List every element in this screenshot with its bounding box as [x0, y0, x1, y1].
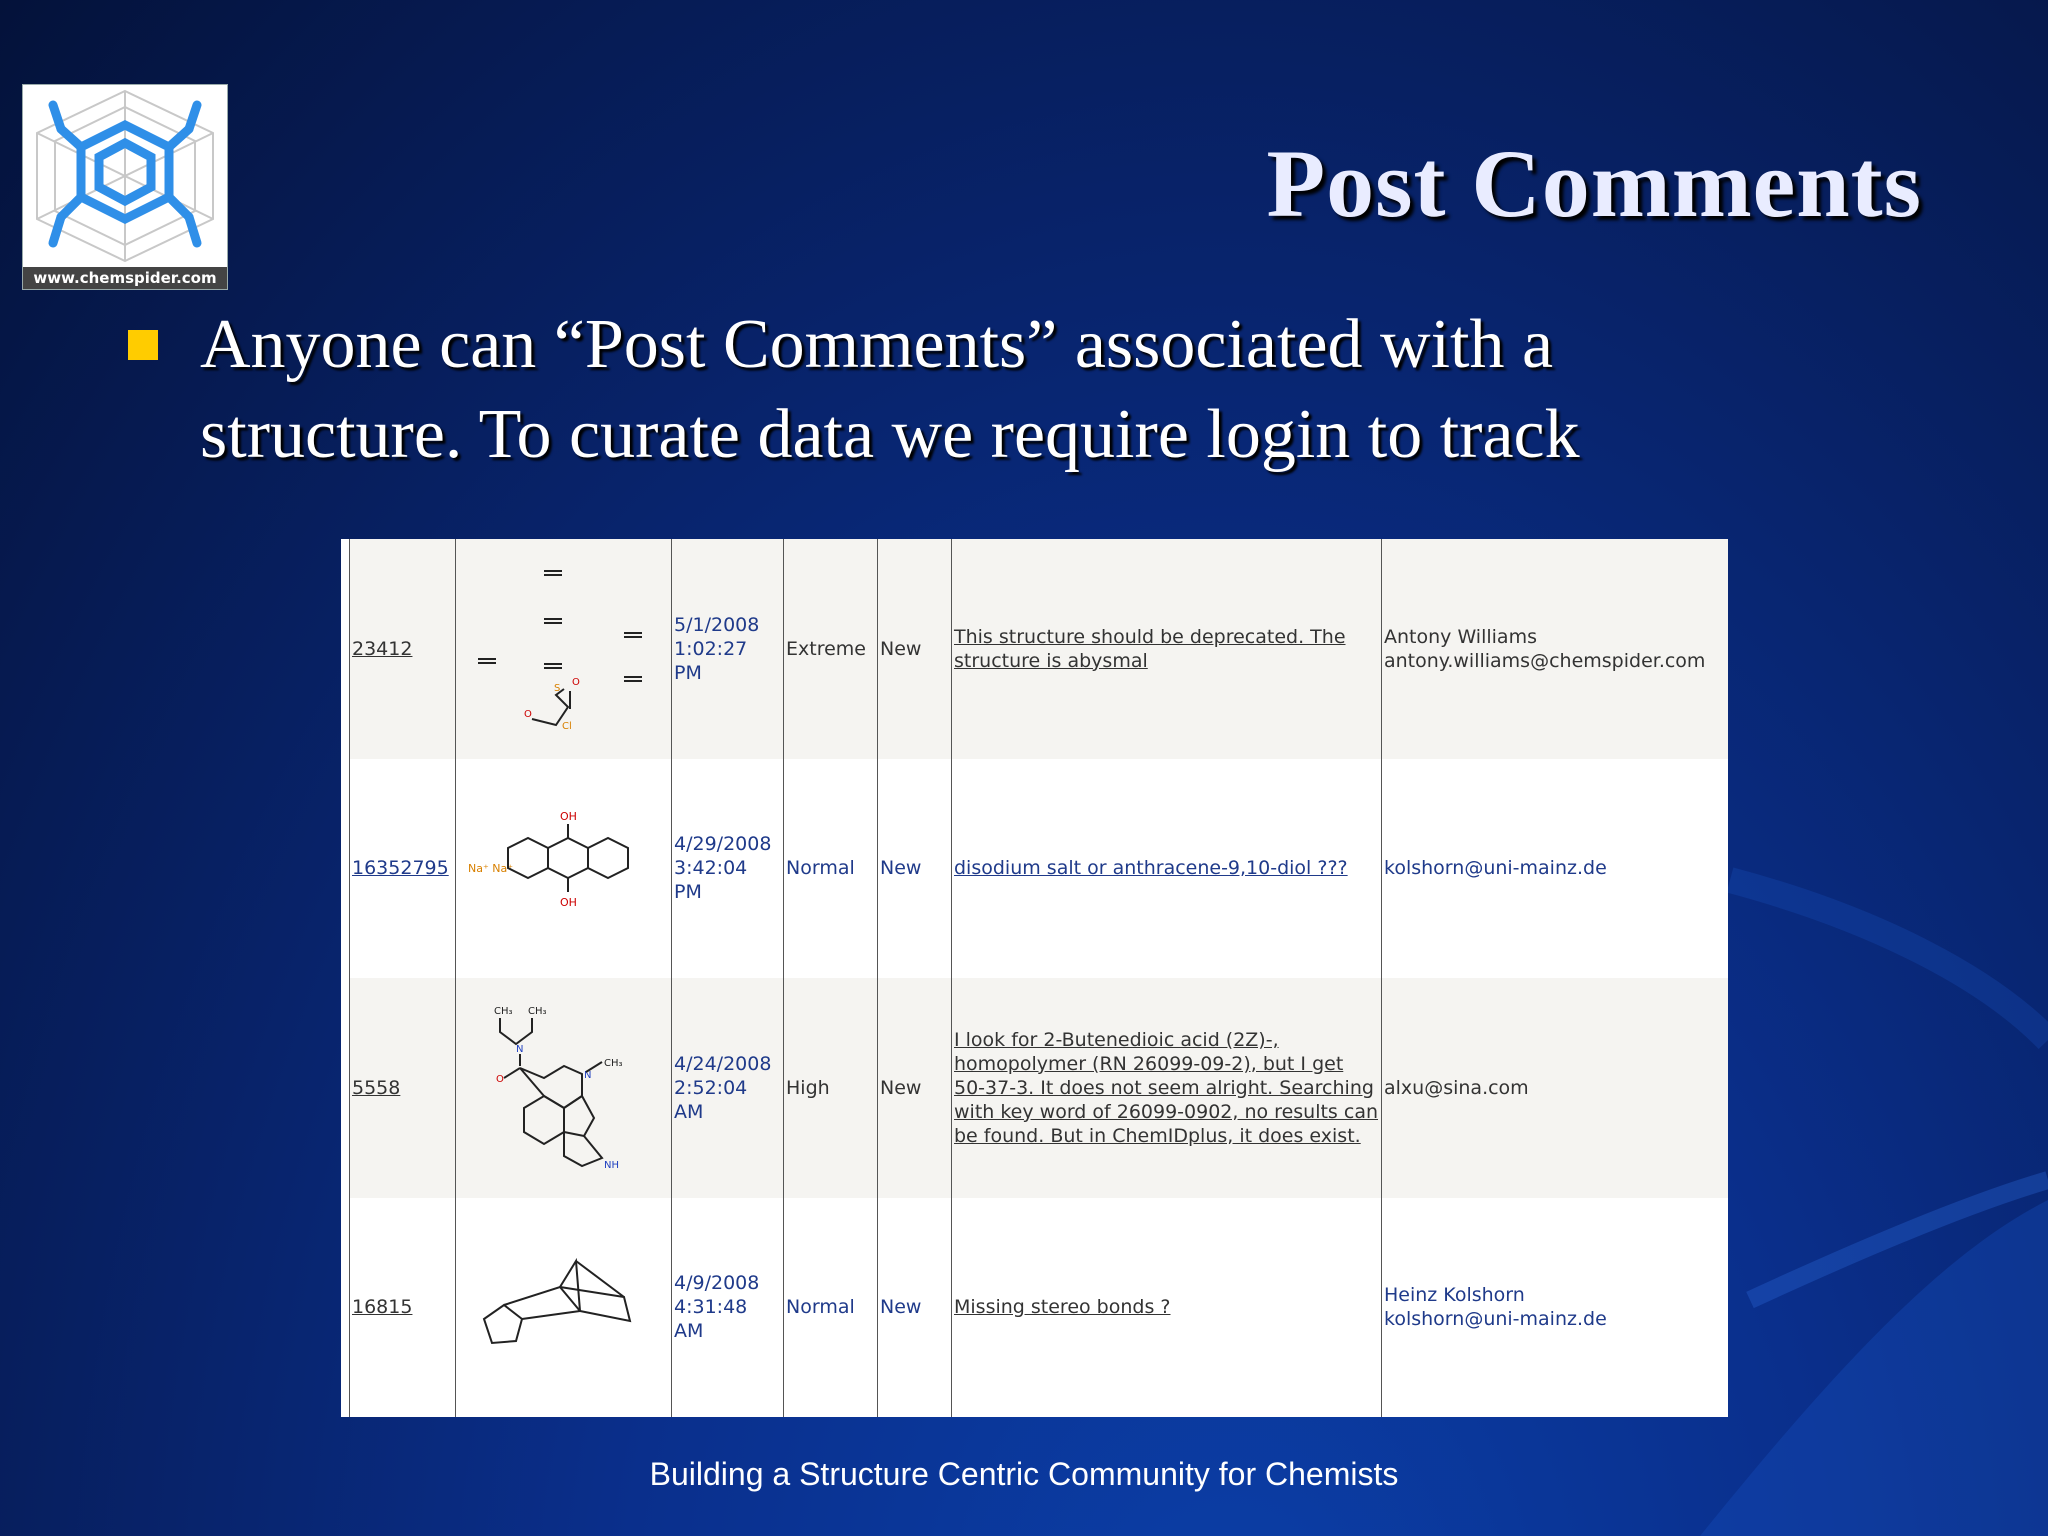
structure-cell[interactable] [456, 759, 672, 979]
structure-atom-label: O [523, 708, 532, 720]
slide-footer: Building a Structure Centric Community for Chemists [649, 1456, 1399, 1492]
comments-table [349, 539, 1728, 1417]
status-cell: New [878, 1198, 952, 1418]
structure-atom-label: O [571, 676, 580, 688]
author-cell: alxu@sina.com [1382, 978, 1729, 1198]
record-id-link[interactable]: 23412 [350, 539, 456, 759]
structure-atom-label: OH [559, 896, 577, 910]
author-cell: Antony Williams antony.williams@chemspider.com [1382, 539, 1729, 759]
record-id-link[interactable]: 5558 [350, 978, 456, 1198]
logo-caption: www.chemspider.com [23, 267, 227, 289]
ergoline-structure-icon [464, 988, 664, 1188]
status-cell: New [878, 759, 952, 979]
structure-atom-label: Na⁺ Na⁺ [467, 862, 513, 876]
fragmented-structure-icon [464, 549, 664, 749]
severity-cell: Normal [784, 1198, 878, 1418]
table-row [350, 759, 1729, 979]
author-cell: kolshorn@uni-mainz.de [1382, 759, 1729, 979]
comment-link[interactable]: disodium salt or anthracene-9,10-diol ??? [952, 759, 1382, 979]
record-id-link[interactable]: 16815 [350, 1198, 456, 1418]
structure-atom-label: O [495, 1073, 504, 1085]
structure-atom-label: S [553, 682, 560, 694]
severity-cell: Normal [784, 759, 878, 979]
severity-cell: Extreme [784, 539, 878, 759]
author-cell: Heinz Kolshorn kolshorn@uni-mainz.de [1382, 1198, 1729, 1418]
status-cell: New [878, 539, 952, 759]
timestamp-cell: 4/29/2008 3:42:04 PM [672, 759, 784, 979]
structure-atom-label: CH₃ [493, 1005, 513, 1017]
status-cell: New [878, 978, 952, 1198]
comment-link[interactable]: I look for 2-Butenedioic acid (2Z)-, homopolymer (RN 26099-09-2), but I get 50-37-3. It does not seem alright. Searching with key word of 26099-0902, no results can be found. But in ChemIDplus, it does exist. [952, 978, 1382, 1198]
structure-atom-label: Cl [561, 720, 572, 732]
comments-table-screenshot [341, 539, 1728, 1417]
chemspider-logo-icon [23, 85, 227, 265]
structure-atom-label: N [515, 1043, 523, 1055]
table-row [350, 539, 1729, 759]
structure-atom-label: OH [559, 810, 577, 824]
record-id-link[interactable]: 16352795 [350, 759, 456, 979]
bullet-marker [128, 330, 158, 360]
timestamp-cell: 4/9/2008 4:31:48 AM [672, 1198, 784, 1418]
severity-cell: High [784, 978, 878, 1198]
structure-atom-label: CH₃ [527, 1005, 547, 1017]
comment-link[interactable]: Missing stereo bonds ? [952, 1198, 1382, 1418]
structure-cell[interactable] [456, 539, 672, 759]
tricyclic-structure-icon [464, 1207, 664, 1407]
structure-atom-label: N [583, 1069, 591, 1081]
bullet-text: Anyone can “Post Comments” associated with a structure. To curate data we require login to track [200, 306, 1580, 473]
chemspider-logo[interactable] [22, 84, 228, 290]
anthracenediol-structure-icon [464, 768, 664, 968]
table-row [350, 978, 1729, 1198]
timestamp-cell: 4/24/2008 2:52:04 AM [672, 978, 784, 1198]
slide-title: Post Comments [1266, 130, 1922, 237]
structure-atom-label: NH [603, 1159, 619, 1171]
structure-atom-label: CH₃ [603, 1057, 623, 1069]
timestamp-cell: 5/1/2008 1:02:27 PM [672, 539, 784, 759]
structure-cell[interactable] [456, 1198, 672, 1418]
table-row [350, 1198, 1729, 1418]
comment-link[interactable]: This structure should be deprecated. The structure is abysmal [952, 539, 1382, 759]
structure-cell[interactable] [456, 978, 672, 1198]
